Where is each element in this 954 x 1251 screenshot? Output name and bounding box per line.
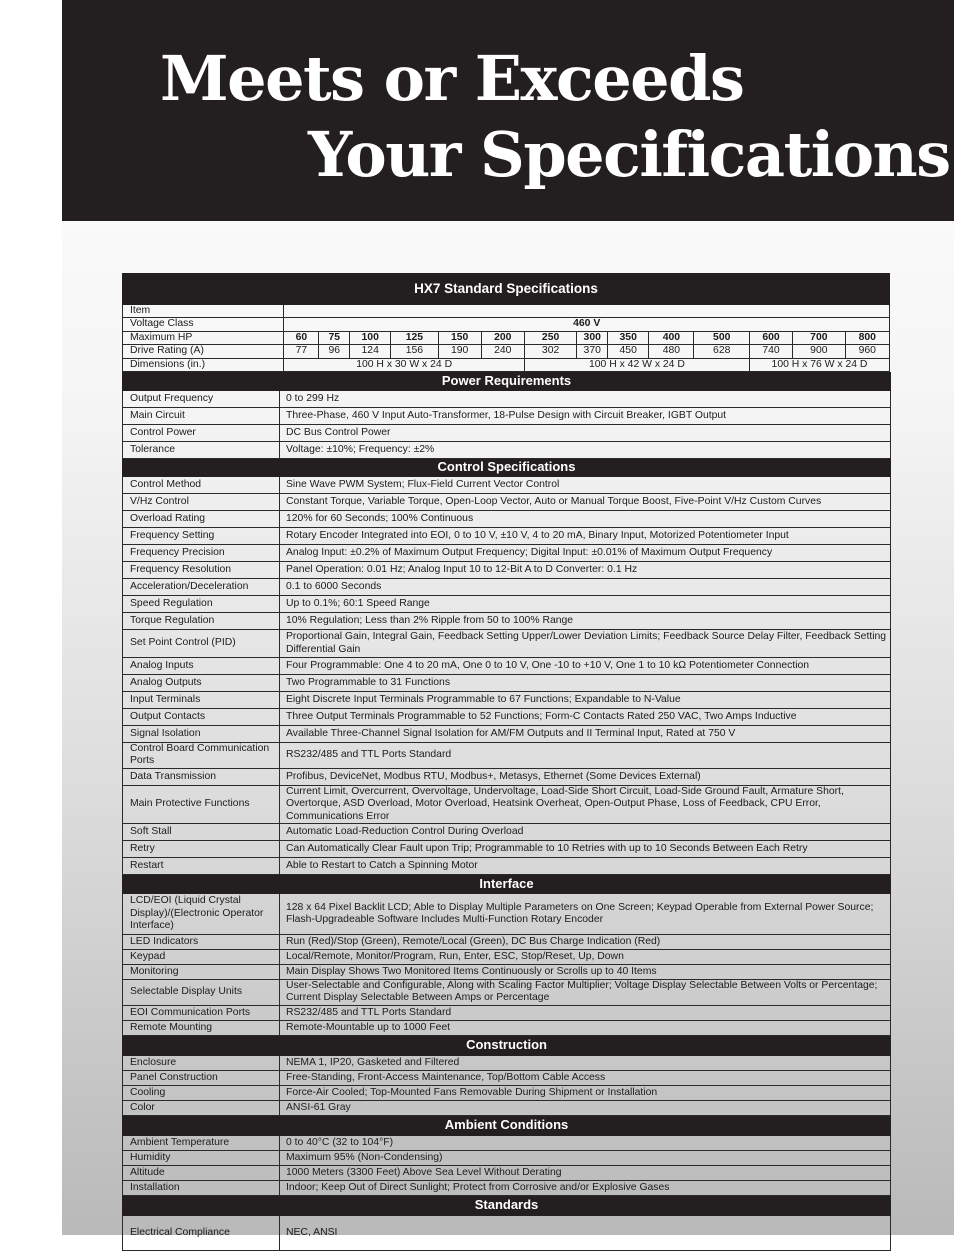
spec-label: Speed Regulation xyxy=(123,596,280,613)
maximum-hp-cell: 500 xyxy=(694,331,750,344)
spec-label: Color xyxy=(123,1100,280,1115)
spec-table xyxy=(122,273,890,372)
spec-value: RS232/485 and TTL Ports Standard xyxy=(280,743,891,769)
drive-rating-row xyxy=(123,345,890,358)
drive-rating-cell: 450 xyxy=(608,345,649,358)
spec-value: Eight Discrete Input Terminals Programmable to 67 Functions; Expandable to N-Value xyxy=(280,692,891,709)
drive-rating-cell: 480 xyxy=(649,345,694,358)
spec-value: Can Automatically Clear Fault upon Trip; Programmable to 10 Retries with up to 10 Seconds Between Each Retry xyxy=(280,841,891,858)
spec-value: Rotary Encoder Integrated into EOI, 0 to 10 V, ±10 V, 4 to 20 mA, Binary Input, Motorized Potentiometer Input xyxy=(280,528,891,545)
spec-label: Output Contacts xyxy=(123,709,280,726)
spec-row xyxy=(123,391,891,408)
spec-row xyxy=(123,545,891,562)
section-header-standards xyxy=(123,1195,891,1215)
maximum-hp-cell: 100 xyxy=(350,331,391,344)
maximum-hp-cell: 150 xyxy=(438,331,481,344)
spec-label: EOI Communication Ports xyxy=(123,1005,280,1020)
spec-row xyxy=(123,1135,891,1150)
maximum-hp-label: Maximum HP xyxy=(123,331,284,344)
spec-value: Available Three-Channel Signal Isolation for AM/FM Outputs and II Terminal Input, Rated at 750 V xyxy=(280,726,891,743)
spec-row xyxy=(123,894,891,935)
spec-row xyxy=(123,494,891,511)
spec-value: Maximum 95% (Non-Condensing) xyxy=(280,1150,891,1165)
spec-row xyxy=(123,1085,891,1100)
spec-label: Retry xyxy=(123,841,280,858)
spec-label: Signal Isolation xyxy=(123,726,280,743)
spec-row xyxy=(123,1215,891,1250)
spec-value: Four Programmable: One 4 to 20 mA, One 0 to 10 V, One -10 to +10 V, One 1 to 10 kΩ Potentiometer Connection xyxy=(280,658,891,675)
spec-row xyxy=(123,785,891,823)
item-row xyxy=(123,305,890,318)
spec-row xyxy=(123,613,891,630)
spec-label: Panel Construction xyxy=(123,1070,280,1085)
spec-value: Force-Air Cooled; Top-Mounted Fans Removable During Shipment or Installation xyxy=(280,1085,891,1100)
spec-row xyxy=(123,858,891,875)
spec-value: Panel Operation: 0.01 Hz; Analog Input 10 to 12-Bit A to D Converter: 0.1 Hz xyxy=(280,562,891,579)
maximum-hp-cell: 125 xyxy=(391,331,438,344)
spec-label: Control Board Communication Ports xyxy=(123,743,280,769)
item-value xyxy=(284,305,890,318)
spec-row xyxy=(123,442,891,459)
spec-row xyxy=(123,596,891,613)
voltage-class-value: 460 V xyxy=(284,318,890,331)
spec-label: Overload Rating xyxy=(123,511,280,528)
spec-value: Constant Torque, Variable Torque, Open-Loop Vector, Auto or Manual Torque Boost, Five-Point V/Hz Custom Curves xyxy=(280,494,891,511)
spec-row xyxy=(123,1100,891,1115)
spec-label: Frequency Precision xyxy=(123,545,280,562)
spec-value: DC Bus Control Power xyxy=(280,425,891,442)
dimensions-value-3: 100 H x 76 W x 24 D xyxy=(749,358,889,371)
spec-row xyxy=(123,692,891,709)
maximum-hp-cell: 250 xyxy=(524,331,576,344)
dimensions-label: Dimensions (in.) xyxy=(123,358,284,371)
maximum-hp-cell: 300 xyxy=(577,331,608,344)
spec-value: Run (Red)/Stop (Green), Remote/Local (Green), DC Bus Charge Indication (Red) xyxy=(280,935,891,950)
headline-banner xyxy=(62,0,954,221)
spec-value: ANSI-61 Gray xyxy=(280,1100,891,1115)
spec-table-container xyxy=(122,273,890,1251)
spec-label: Torque Regulation xyxy=(123,613,280,630)
drive-rating-cell: 156 xyxy=(391,345,438,358)
maximum-hp-cell: 600 xyxy=(749,331,792,344)
spec-value: 0 to 299 Hz xyxy=(280,391,891,408)
table-title: HX7 Standard Specifications xyxy=(123,274,890,305)
spec-row xyxy=(123,743,891,769)
spec-label: Control Method xyxy=(123,477,280,494)
headline-line-1: Meets or Exceeds xyxy=(160,42,744,115)
section-title: Standards xyxy=(123,1195,891,1215)
drive-rating-cell: 628 xyxy=(694,345,750,358)
spec-value: 10% Regulation; Less than 2% Ripple from 50 to 100% Range xyxy=(280,613,891,630)
spec-value: 128 x 64 Pixel Backlit LCD; Able to Display Multiple Parameters on One Screen; Keypad Operable from External Power Source; Flash-Upgradeable Software Includes Multi-Function Rotary Encoder xyxy=(280,894,891,935)
section-header-control-specifications xyxy=(123,459,891,477)
spec-value: Analog Input: ±0.2% of Maximum Output Frequency; Digital Input: ±0.01% of Maximum Output Frequency xyxy=(280,545,891,562)
spec-value: Voltage: ±10%; Frequency: ±2% xyxy=(280,442,891,459)
maximum-hp-cell: 60 xyxy=(284,331,319,344)
section-title: Control Specifications xyxy=(123,459,891,477)
spec-label: Selectable Display Units xyxy=(123,980,280,1006)
spec-row xyxy=(123,824,891,841)
spec-row xyxy=(123,1020,891,1035)
voltage-class-row xyxy=(123,318,890,331)
spec-label: Analog Inputs xyxy=(123,658,280,675)
drive-rating-cell: 124 xyxy=(350,345,391,358)
spec-row xyxy=(123,965,891,980)
spec-value: Profibus, DeviceNet, Modbus RTU, Modbus+, Metasys, Ethernet (Some Devices External) xyxy=(280,768,891,785)
spec-value: Indoor; Keep Out of Direct Sunlight; Protect from Corrosive and/or Explosive Gases xyxy=(280,1180,891,1195)
spec-value: Automatic Load-Reduction Control During Overload xyxy=(280,824,891,841)
spec-row xyxy=(123,579,891,596)
spec-label: Data Transmission xyxy=(123,768,280,785)
spec-row xyxy=(123,528,891,545)
spec-label: Enclosure xyxy=(123,1055,280,1070)
drive-rating-cell: 190 xyxy=(438,345,481,358)
spec-row xyxy=(123,511,891,528)
maximum-hp-cell: 350 xyxy=(608,331,649,344)
drive-rating-cell: 900 xyxy=(793,345,845,358)
section-header-power-requirements xyxy=(123,373,891,391)
spec-value: NEMA 1, IP20, Gasketed and Filtered xyxy=(280,1055,891,1070)
spec-value: RS232/485 and TTL Ports Standard xyxy=(280,1005,891,1020)
spec-label: Analog Outputs xyxy=(123,675,280,692)
spec-row xyxy=(123,1070,891,1085)
spec-row xyxy=(123,1005,891,1020)
spec-label: Restart xyxy=(123,858,280,875)
spec-value: Up to 0.1%; 60:1 Speed Range xyxy=(280,596,891,613)
spec-value: Current Limit, Overcurrent, Overvoltage, Undervoltage, Load-Side Short Circuit, Load-Side Ground Fault, Armature Short, Overtorque, ASD Overload, Motor Overload, Heatsink Overheat, Open-Output Phase, Loss of Feedback, CPU Error, Communications Error xyxy=(280,785,891,823)
spec-label: Acceleration/Deceleration xyxy=(123,579,280,596)
spec-value: 0 to 40°C (32 to 104°F) xyxy=(280,1135,891,1150)
spec-label: Output Frequency xyxy=(123,391,280,408)
maximum-hp-cell: 700 xyxy=(793,331,845,344)
maximum-hp-cell: 800 xyxy=(845,331,889,344)
spec-value: Main Display Shows Two Monitored Items Continuously or Scrolls up to 40 Items xyxy=(280,965,891,980)
section-title: Construction xyxy=(123,1035,891,1055)
spec-label: V/Hz Control xyxy=(123,494,280,511)
spec-row xyxy=(123,980,891,1006)
section-title: Ambient Conditions xyxy=(123,1115,891,1135)
spec-value: 120% for 60 Seconds; 100% Continuous xyxy=(280,511,891,528)
spec-row xyxy=(123,425,891,442)
spec-row xyxy=(123,675,891,692)
spec-value: Free-Standing, Front-Access Maintenance, Top/Bottom Cable Access xyxy=(280,1070,891,1085)
spec-label: Frequency Resolution xyxy=(123,562,280,579)
spec-label: Tolerance xyxy=(123,442,280,459)
spec-label: Installation xyxy=(123,1180,280,1195)
table-title-row xyxy=(123,274,890,305)
spec-label: Ambient Temperature xyxy=(123,1135,280,1150)
spec-row xyxy=(123,726,891,743)
section-header-construction xyxy=(123,1035,891,1055)
drive-rating-cell: 302 xyxy=(524,345,576,358)
spec-value: Local/Remote, Monitor/Program, Run, Enter, ESC, Stop/Reset, Up, Down xyxy=(280,950,891,965)
spec-row xyxy=(123,950,891,965)
spec-label: Remote Mounting xyxy=(123,1020,280,1035)
voltage-class-label: Voltage Class xyxy=(123,318,284,331)
spec-row xyxy=(123,477,891,494)
drive-rating-label: Drive Rating (A) xyxy=(123,345,284,358)
drive-rating-cell: 96 xyxy=(319,345,350,358)
spec-label: Humidity xyxy=(123,1150,280,1165)
spec-label: Input Terminals xyxy=(123,692,280,709)
spec-label: Frequency Setting xyxy=(123,528,280,545)
spec-value: 1000 Meters (3300 Feet) Above Sea Level Without Derating xyxy=(280,1165,891,1180)
spec-value: Proportional Gain, Integral Gain, Feedback Setting Upper/Lower Deviation Limits; Feedback Source Delay Filter, Feedback Setting Differential Gain xyxy=(280,630,891,658)
headline-line-2: Your Specifications xyxy=(308,118,950,191)
maximum-hp-cell: 75 xyxy=(319,331,350,344)
spec-value: Three Output Terminals Programmable to 52 Functions; Form-C Contacts Rated 250 VAC, Two Amps Inductive xyxy=(280,709,891,726)
maximum-hp-cell: 400 xyxy=(649,331,694,344)
spec-label: Keypad xyxy=(123,950,280,965)
spec-value: User-Selectable and Configurable, Along with Scaling Factor Multiplier; Voltage Display Selectable Between Volts or Percentage; Current Display Selectable Between Amps or Percentage xyxy=(280,980,891,1006)
spec-row xyxy=(123,841,891,858)
spec-row xyxy=(123,562,891,579)
maximum-hp-row xyxy=(123,331,890,344)
drive-rating-cell: 370 xyxy=(577,345,608,358)
spec-label: Set Point Control (PID) xyxy=(123,630,280,658)
spec-row xyxy=(123,1180,891,1195)
spec-row xyxy=(123,658,891,675)
dimensions-row xyxy=(123,358,890,371)
spec-label: Soft Stall xyxy=(123,824,280,841)
spec-row xyxy=(123,935,891,950)
drive-rating-cell: 77 xyxy=(284,345,319,358)
dimensions-value-1: 100 H x 30 W x 24 D xyxy=(284,358,525,371)
spec-label: Main Circuit xyxy=(123,408,280,425)
spec-row xyxy=(123,1165,891,1180)
spec-value: Remote-Mountable up to 1000 Feet xyxy=(280,1020,891,1035)
spec-value: NEC, ANSI xyxy=(280,1215,891,1250)
drive-rating-cell: 740 xyxy=(749,345,792,358)
spec-label: Monitoring xyxy=(123,965,280,980)
dimensions-value-2: 100 H x 42 W x 24 D xyxy=(524,358,749,371)
spec-value: Sine Wave PWM System; Flux-Field Current Vector Control xyxy=(280,477,891,494)
section-title: Power Requirements xyxy=(123,373,891,391)
spec-label: Main Protective Functions xyxy=(123,785,280,823)
spec-row xyxy=(123,630,891,658)
section-header-interface xyxy=(123,875,891,894)
spec-value: Three-Phase, 460 V Input Auto-Transformer, 18-Pulse Design with Circuit Breaker, IGBT Output xyxy=(280,408,891,425)
spec-label: Cooling xyxy=(123,1085,280,1100)
maximum-hp-cell: 200 xyxy=(481,331,524,344)
spec-row xyxy=(123,768,891,785)
spec-value: 0.1 to 6000 Seconds xyxy=(280,579,891,596)
spec-row xyxy=(123,1150,891,1165)
item-label: Item xyxy=(123,305,284,318)
spec-label: Control Power xyxy=(123,425,280,442)
spec-label: LED Indicators xyxy=(123,935,280,950)
spec-label: LCD/EOI (Liquid Crystal Display)/(Electronic Operator Interface) xyxy=(123,894,280,935)
section-title: Interface xyxy=(123,875,891,894)
spec-label: Electrical Compliance xyxy=(123,1215,280,1250)
spec-label: Altitude xyxy=(123,1165,280,1180)
spec-row xyxy=(123,1055,891,1070)
spec-row xyxy=(123,709,891,726)
spec-row xyxy=(123,408,891,425)
spec-value: Two Programmable to 31 Functions xyxy=(280,675,891,692)
drive-rating-cell: 960 xyxy=(845,345,889,358)
spec-value: Able to Restart to Catch a Spinning Motor xyxy=(280,858,891,875)
section-header-ambient-conditions xyxy=(123,1115,891,1135)
drive-rating-cell: 240 xyxy=(481,345,524,358)
spec-sections-table xyxy=(122,372,891,1251)
